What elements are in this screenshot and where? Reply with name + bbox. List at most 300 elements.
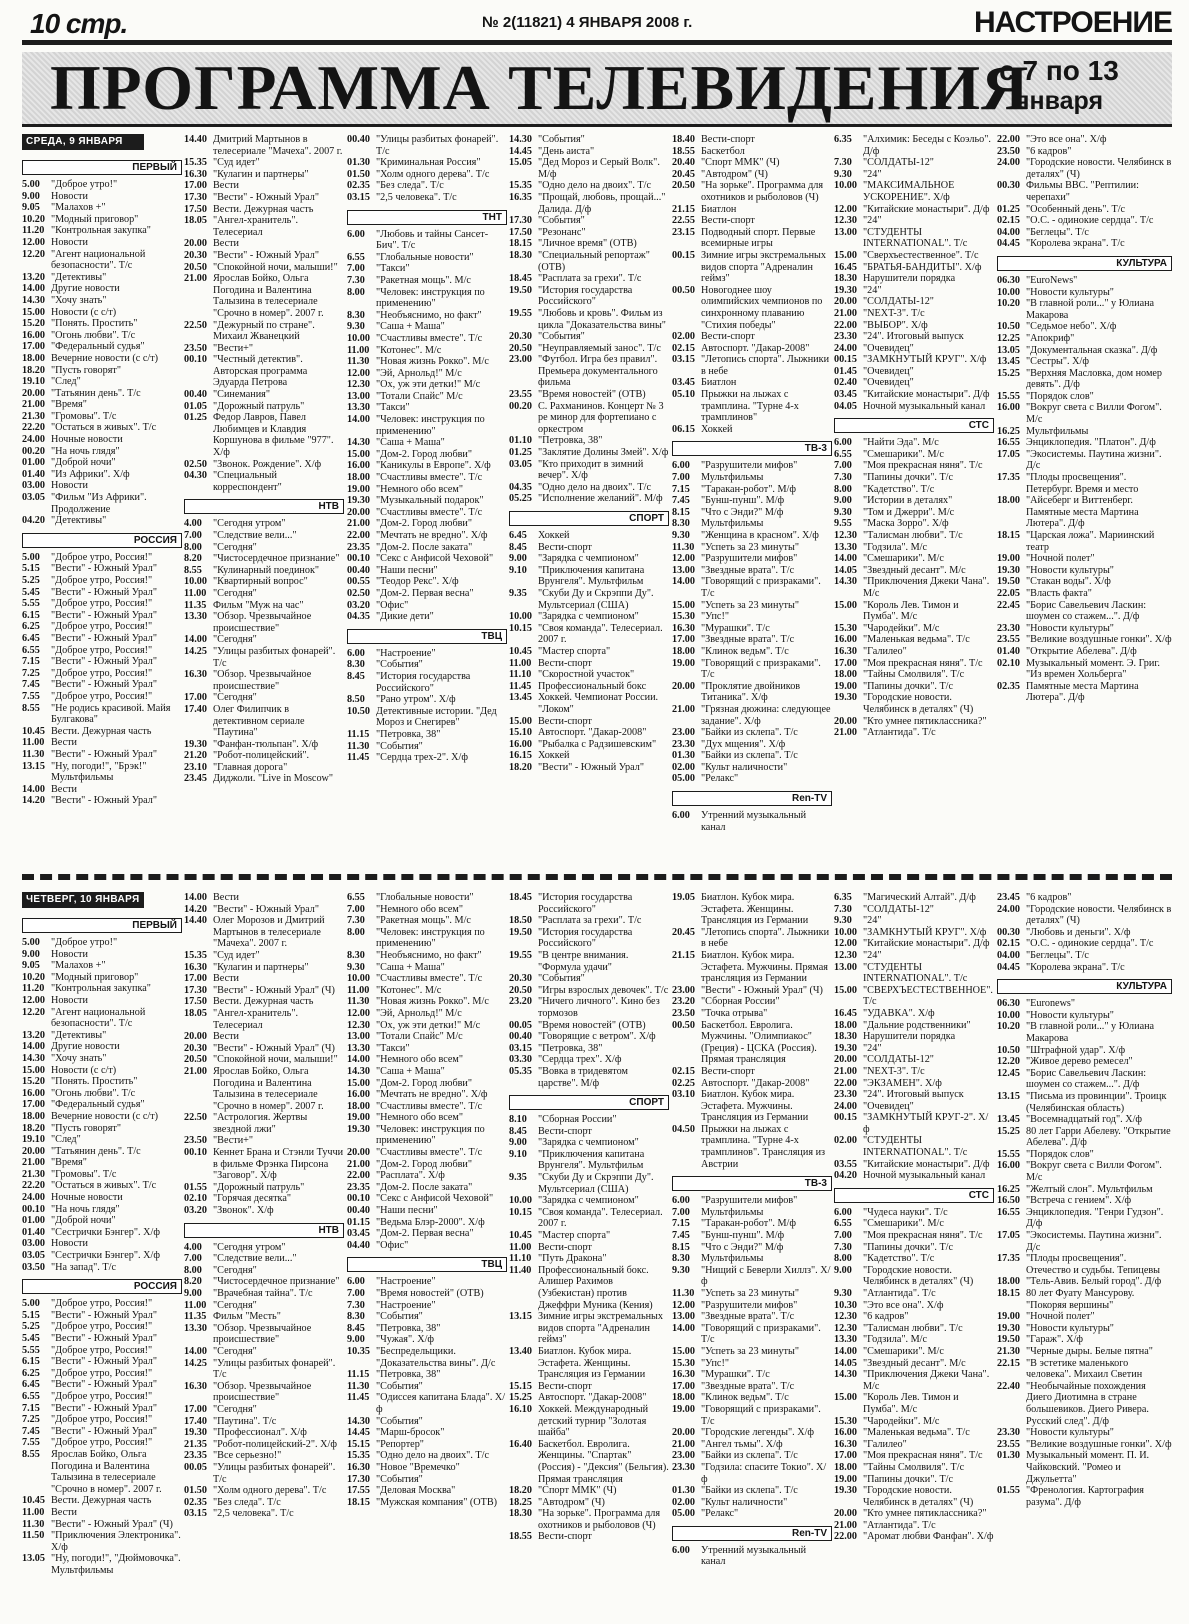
program-row xyxy=(997,998,1172,1010)
program-row xyxy=(672,460,832,472)
program-title: "Звонок". Х/ф xyxy=(213,1205,274,1217)
program-row xyxy=(184,985,344,997)
program-title: "24" xyxy=(863,168,882,180)
program-title: "Вокруг света с Вилли Фогом". М/с xyxy=(1026,1160,1162,1184)
program-time: 13.00 xyxy=(672,1311,695,1323)
program-time: 02.35 xyxy=(347,180,370,192)
program-title: "Такси" xyxy=(376,402,410,414)
section-title: НАСТРОЕНИЕ xyxy=(973,6,1172,39)
program-time: 00.10 xyxy=(347,1193,370,1205)
program-title: Мультфильмы xyxy=(701,1253,764,1265)
program-title: "Пусть говорят" xyxy=(51,364,122,376)
program-row xyxy=(997,495,1172,530)
program-time: 02.00 xyxy=(672,331,695,343)
program-title: Вести xyxy=(51,783,77,795)
program-time: 02.40 xyxy=(834,377,857,389)
program-row xyxy=(997,892,1172,904)
program-row xyxy=(834,1170,994,1182)
program-title: "Скуби Ду и Скрэппи Ду". Мультсериал (США) xyxy=(538,1172,654,1195)
program-time: 13.00 xyxy=(834,961,857,973)
program-row xyxy=(22,1157,182,1169)
program-title: Зимние игры экстремальных видов спорта "Адреналин геймз" xyxy=(538,1311,663,1346)
program-title: "Вести" - Южный Урал" xyxy=(213,191,319,203)
program-title: "Айсеберг и Виттенберг. Памятные места Мартина Лютера". Д/ф xyxy=(1026,495,1139,530)
program-time: 13.30 xyxy=(834,541,857,553)
program-time: 7.45 xyxy=(22,1425,40,1437)
program-time: 10.50 xyxy=(997,321,1020,333)
program-row xyxy=(834,1485,994,1508)
program-time: 16.25 xyxy=(997,425,1020,437)
program-time: 01.40 xyxy=(22,1226,45,1238)
program-row xyxy=(347,460,507,472)
program-time: 03.00 xyxy=(22,480,45,492)
program-time: 16.00 xyxy=(997,1160,1020,1172)
program-row xyxy=(22,1076,182,1088)
program-row xyxy=(184,611,344,634)
program-title: "Что с Энди?" М/ф xyxy=(701,506,784,518)
program-row xyxy=(509,1114,669,1126)
program-time: 04.40 xyxy=(347,1239,370,1251)
program-title: "МАКСИМАЛЬНОЕ УСКОРЕНИЕ". Х/ф xyxy=(863,180,955,203)
program-title: "Галилео" xyxy=(863,1438,907,1450)
program-title: "Личное время" (ОТВ) xyxy=(538,238,637,250)
program-row xyxy=(184,950,344,962)
program-row xyxy=(997,1439,1172,1451)
program-time: 23.50 xyxy=(184,342,207,354)
program-row xyxy=(509,134,669,146)
program-row xyxy=(347,694,507,706)
program-time: 21.00 xyxy=(22,1157,45,1169)
program-time: 7.15 xyxy=(22,1402,40,1414)
program-row xyxy=(509,646,669,658)
program-time: 00.50 xyxy=(672,1019,695,1031)
program-title: "Одно дело на двоих". Т/с xyxy=(538,481,651,493)
program-row xyxy=(672,985,832,997)
program-time: 7.45 xyxy=(672,1230,690,1242)
program-title: "Сердца трех". Х/ф xyxy=(538,1054,622,1066)
program-row xyxy=(347,1300,507,1312)
program-title: "Следствие вели..." xyxy=(213,1253,297,1265)
day-divider xyxy=(22,874,1172,880)
program-time: 21.00 xyxy=(22,399,45,411)
program-row xyxy=(347,437,507,449)
program-title: "Вести+" xyxy=(213,342,254,354)
program-title: "Седьмое небо". Х/ф xyxy=(1026,321,1117,333)
program-time: 18.00 xyxy=(834,1461,857,1473)
program-row xyxy=(22,422,182,434)
program-title: "Детективы" xyxy=(51,1029,107,1041)
program-title: "Новости культуры" xyxy=(1026,1427,1114,1439)
program-time: 22.55 xyxy=(672,215,695,227)
program-title: "24". Итоговый выпуск xyxy=(863,331,964,343)
program-title: "Улицы разбитых фонарей". Т/с xyxy=(213,1461,336,1485)
program-time: 18.05 xyxy=(184,1007,207,1019)
program-row xyxy=(347,553,507,565)
program-time: 23.55 xyxy=(997,634,1020,646)
program-title: "Немного обо всем" xyxy=(376,1112,464,1124)
channel-name: НТВ xyxy=(318,1224,339,1236)
program-row xyxy=(509,1497,669,1509)
program-row xyxy=(509,950,669,973)
program-row xyxy=(184,1358,344,1381)
program-title: "Моя прекрасная няня". Т/с xyxy=(863,460,983,472)
program-title: "Кулинарный поединок" xyxy=(213,564,320,576)
program-time: 9.00 xyxy=(347,1334,365,1346)
program-time: 15.00 xyxy=(672,599,695,611)
program-row xyxy=(997,1045,1172,1057)
program-time: 20.00 xyxy=(184,238,207,250)
channel-header xyxy=(672,791,832,806)
program-time: 18.00 xyxy=(347,472,370,484)
program-time: 5.55 xyxy=(22,598,40,610)
program-time: 17.50 xyxy=(509,226,532,238)
program-title: "Зарядка с чемпионом" xyxy=(538,553,639,565)
program-time: 6.00 xyxy=(834,437,852,449)
program-time: 15.25 xyxy=(997,367,1020,379)
program-time: 14.00 xyxy=(184,1345,207,1357)
program-title: "2,5 человека". Т/с xyxy=(376,191,457,203)
program-time: 12.20 xyxy=(22,1006,45,1018)
program-row xyxy=(672,1404,832,1427)
program-time: 03.05 xyxy=(22,492,45,504)
program-title: "Доброе утро, Россия!" xyxy=(51,644,153,656)
program-title: "Новая жизнь Рокко". М/с xyxy=(376,996,489,1008)
program-row xyxy=(347,962,507,974)
program-row xyxy=(834,134,994,157)
program-time: 15.20 xyxy=(22,1076,45,1088)
program-title: "Спокойной ночи, малыши!" xyxy=(213,1054,338,1066)
program-row xyxy=(347,1427,507,1439)
program-row xyxy=(997,402,1172,425)
program-title: Вести-спорт xyxy=(538,1125,592,1137)
schedule-column xyxy=(834,134,994,872)
program-title: "Федеральный судья" xyxy=(51,1099,145,1111)
program-time: 02.10 xyxy=(997,657,1020,669)
program-time: 11.45 xyxy=(347,1392,370,1404)
program-title: "Хочу знать" xyxy=(51,294,107,306)
program-row xyxy=(184,1193,344,1205)
program-row xyxy=(672,377,832,389)
program-title: Фильм "Муж на час" xyxy=(213,599,304,611)
program-row xyxy=(509,493,669,505)
program-time: 23.30 xyxy=(672,1461,695,1473)
program-row xyxy=(509,146,669,158)
program-row xyxy=(347,333,507,345)
program-time: 03.30 xyxy=(509,1054,532,1066)
program-title: "Агент национальной безопасности". Т/с xyxy=(51,248,146,272)
program-row xyxy=(997,1114,1172,1126)
program-row xyxy=(834,716,994,728)
program-time: 00.50 xyxy=(672,284,695,296)
program-title: "Звездный десант". М/с xyxy=(863,564,966,576)
program-row xyxy=(22,1099,182,1111)
program-time: 18.40 xyxy=(672,134,695,145)
program-time: 19.00 xyxy=(997,553,1020,565)
program-time: 19.05 xyxy=(672,892,695,903)
program-time: 15.00 xyxy=(347,1077,370,1089)
program-title: "Сегодня" xyxy=(213,541,257,553)
program-title: "Дом-2. Город любви" xyxy=(376,448,473,460)
program-row xyxy=(22,795,182,807)
program-row xyxy=(834,227,994,250)
program-row xyxy=(22,1262,182,1274)
channel-header xyxy=(997,256,1172,271)
program-title: "Доброе утро, Россия!" xyxy=(51,575,153,586)
program-time: 16.40 xyxy=(509,1438,532,1450)
program-time: 9.55 xyxy=(834,518,852,530)
program-time: 18.55 xyxy=(509,1531,532,1543)
program-row xyxy=(672,1450,832,1462)
program-title: "Сегодня" xyxy=(213,1403,257,1415)
program-row xyxy=(509,681,669,693)
program-time: 11.30 xyxy=(22,748,45,760)
program-time: 8.20 xyxy=(184,1276,202,1288)
program-row xyxy=(509,1137,669,1149)
program-time: 8.30 xyxy=(347,659,365,671)
program-title: "Говорящие с ветром". Х/ф xyxy=(538,1031,656,1043)
program-time: 14.45 xyxy=(347,1427,370,1439)
program-time: 04.45 xyxy=(997,238,1020,250)
program-title: "Кто приходит в зимний вечер". Х/ф xyxy=(538,458,644,482)
program-time: 19.00 xyxy=(347,483,370,495)
program-time: 15.30 xyxy=(834,1415,857,1427)
program-time: 01.10 xyxy=(509,435,532,447)
program-time: 12.00 xyxy=(347,1007,370,1019)
program-title: "Экосистемы. Паутина жизни". Д/с xyxy=(1026,448,1162,472)
program-time: 24.00 xyxy=(997,903,1020,915)
program-row xyxy=(347,287,507,310)
program-time: 02.35 xyxy=(997,680,1020,692)
program-row xyxy=(22,1134,182,1146)
program-row xyxy=(672,204,832,216)
program-time: 01.25 xyxy=(997,203,1020,215)
program-row xyxy=(22,1507,182,1519)
program-title: "Сегодня" xyxy=(213,1299,257,1311)
program-row xyxy=(834,565,994,577)
program-row xyxy=(184,238,344,250)
program-time: 23.30 xyxy=(997,622,1020,634)
schedule-column xyxy=(22,134,182,872)
program-row xyxy=(672,250,832,285)
channel-header xyxy=(22,1279,182,1294)
program-time: 13.00 xyxy=(834,226,857,238)
program-title: "Чародейки". М/с xyxy=(863,622,940,634)
program-time: 04.35 xyxy=(509,481,532,493)
program-title: "Вести" - Южный Урал" xyxy=(213,249,319,261)
program-time: 14.00 xyxy=(347,414,370,426)
program-title: "Эй, Арнольд!" М/с xyxy=(376,367,462,379)
program-time: 11.20 xyxy=(22,983,45,995)
program-row xyxy=(672,1369,832,1381)
channel-name: КУЛЬТУРА xyxy=(1116,981,1167,993)
program-title: "Городские новости. Челябинск в деталях" (Ч) xyxy=(863,692,974,715)
program-row xyxy=(834,1265,994,1288)
program-time: 14.00 xyxy=(672,576,695,588)
program-row xyxy=(184,1031,344,1043)
program-title: "Офис" xyxy=(376,599,409,611)
program-title: "Разрушители мифов" xyxy=(701,460,798,472)
program-time: 14.30 xyxy=(22,294,45,306)
program-row xyxy=(184,1416,344,1428)
program-time: 17.00 xyxy=(834,1450,857,1462)
program-title: "Городские новости. Челябинск в деталях" (Ч) xyxy=(863,1485,974,1508)
program-title: "Ну, погоди!", "Брэк!" Мультфильмы xyxy=(51,760,147,784)
program-title: "Наши песни" xyxy=(376,1205,438,1217)
program-row xyxy=(184,262,344,274)
program-time: 11.00 xyxy=(509,1241,532,1253)
program-title: "Папины дочки". Т/с xyxy=(863,1473,954,1485)
program-time: 22.20 xyxy=(22,1180,45,1192)
program-row xyxy=(347,600,507,612)
channel-header xyxy=(347,629,507,644)
program-row xyxy=(184,192,344,204)
program-title: "Талисман любви". Т/с xyxy=(863,1322,963,1334)
program-title: "Человек: инструкция по применению" xyxy=(376,926,485,950)
program-row xyxy=(184,1253,344,1265)
program-title: "Модный приговор" xyxy=(51,971,139,983)
program-title: "Порядок слов" xyxy=(1026,390,1094,402)
program-row xyxy=(997,215,1172,227)
program-title: "О.С. - одинокие сердца". Т/с xyxy=(1026,938,1154,950)
program-title: "Прощай, любовь, прощай..." Далида. Д/ф xyxy=(538,191,666,215)
program-title: "Немного обо всем" xyxy=(376,483,464,495)
program-row xyxy=(347,1346,507,1369)
program-row xyxy=(184,518,344,530)
program-title: "Расплата за грехи". Т/с xyxy=(538,915,642,927)
program-title: "События" xyxy=(538,331,585,343)
program-row xyxy=(184,1043,344,1055)
program-time: 01.55 xyxy=(997,1485,1020,1497)
program-time: 16.30 xyxy=(834,645,857,657)
program-row xyxy=(509,1149,669,1172)
program-time: 00.40 xyxy=(184,389,207,401)
program-time: 12.00 xyxy=(672,1299,695,1311)
program-time: 00.15 xyxy=(834,354,857,366)
program-time: 13.40 xyxy=(509,1345,532,1357)
program-time: 14.00 xyxy=(184,892,207,903)
program-row xyxy=(997,1149,1172,1161)
program-row xyxy=(184,892,344,904)
program-time: 14.30 xyxy=(347,437,370,449)
program-row xyxy=(834,495,994,507)
program-time: 19.30 xyxy=(347,495,370,507)
program-title: "Приключения капитана Врунгеля". Мультфильм xyxy=(538,564,645,588)
program-row xyxy=(672,1346,832,1358)
program-row xyxy=(834,262,994,274)
program-time: 02.25 xyxy=(672,1077,695,1089)
program-row xyxy=(184,1135,344,1147)
program-time: 11.35 xyxy=(184,1311,207,1323)
program-time: 15.15 xyxy=(347,1438,370,1450)
program-row xyxy=(347,996,507,1008)
program-row xyxy=(672,658,832,681)
program-title: "УДАВКА". Х/ф xyxy=(863,1007,935,1019)
program-time: 18.00 xyxy=(997,495,1020,507)
program-row xyxy=(834,1531,994,1543)
program-time: 4.00 xyxy=(184,518,202,530)
program-row xyxy=(22,237,182,249)
program-row xyxy=(509,1195,669,1207)
program-title: "СТУДЕНТЫ INTERNATIONAL". Т/с xyxy=(863,961,968,985)
program-title: "Чудеса науки". Т/с xyxy=(863,1206,948,1218)
schedule-column xyxy=(184,134,344,872)
program-row xyxy=(184,1205,344,1217)
program-row xyxy=(347,1182,507,1194)
program-time: 13.20 xyxy=(22,271,45,283)
program-title: Ночные новости xyxy=(51,434,123,446)
channel-name: СТС xyxy=(968,420,989,432)
program-time: 16.35 xyxy=(509,191,532,203)
program-time: 6.45 xyxy=(22,632,40,644)
program-time: 5.15 xyxy=(22,563,40,575)
program-title: "Тайны Смолвиля". Т/с xyxy=(863,1461,965,1473)
program-title: "Что с Энди?" М/ф xyxy=(701,1241,784,1253)
program-title: "Таракан-робот". М/ф xyxy=(701,1218,796,1230)
program-time: 23.50 xyxy=(997,145,1020,157)
program-title: Мультфильмы xyxy=(701,472,764,484)
program-time: 22.05 xyxy=(997,587,1020,599)
program-row xyxy=(347,927,507,950)
program-title: "Городские новости. Челябинск в деталях" (Ч) xyxy=(1026,903,1172,927)
program-title: "История государства Российского" xyxy=(538,892,633,915)
program-title: "Модный приговор" xyxy=(51,213,139,225)
program-time: 06.30 xyxy=(997,998,1020,1010)
program-time: 05.10 xyxy=(672,389,695,401)
program-title: "Паутина". Т/с xyxy=(213,1415,277,1427)
program-title: "Робот-полицейский". xyxy=(213,750,310,762)
program-time: 15.35 xyxy=(184,157,207,169)
program-row xyxy=(22,1088,182,1100)
program-row xyxy=(672,1545,832,1568)
program-title: Кеннет Брана и Стэнли Туччи в фильме Фрэнка Пирсона "Заговор". Х/ф xyxy=(213,1147,344,1182)
program-title: "Доброе утро, Россия!" xyxy=(51,1321,153,1333)
page-header xyxy=(22,6,1172,40)
program-row xyxy=(672,553,832,565)
program-row xyxy=(22,515,182,527)
program-time: 19.30 xyxy=(834,1042,857,1054)
program-row xyxy=(347,518,507,530)
program-title: "Скуби Ду и Скрэппи Ду". Мультсериал (США) xyxy=(538,587,654,611)
program-time: 04.20 xyxy=(834,1170,857,1182)
program-title: "Ночной полет" xyxy=(1026,1311,1095,1323)
program-title: "Это все она". Х/ф xyxy=(863,1299,944,1311)
program-row xyxy=(834,507,994,519)
program-title: "Тотали Спайс" М/с xyxy=(376,390,463,402)
program-title: "Сегодня" xyxy=(213,1345,257,1357)
program-row xyxy=(997,1021,1172,1044)
program-row xyxy=(834,180,994,203)
program-row xyxy=(834,449,994,461)
program-row xyxy=(347,192,507,204)
program-row xyxy=(347,1112,507,1124)
program-title: "Громовы". Т/с xyxy=(51,410,117,422)
program-title: "Немного обо всем" xyxy=(376,903,464,915)
program-time: 10.00 xyxy=(347,332,370,344)
program-title: "Маленькая ведьма". Т/с xyxy=(863,1427,970,1439)
program-row xyxy=(509,727,669,739)
program-row xyxy=(184,1300,344,1312)
program-row xyxy=(22,1437,182,1449)
program-row xyxy=(22,1007,182,1030)
program-title: "Счастливы вместе". Т/с xyxy=(376,506,483,518)
program-time: 01.30 xyxy=(672,750,695,762)
program-title: "Расплата". Х/ф xyxy=(376,1170,445,1182)
program-title: "Следствие вели..." xyxy=(213,530,297,541)
program-title: "Новости культуры" xyxy=(1026,564,1114,576)
program-time: 18.30 xyxy=(509,249,532,261)
program-title: "Королева экрана". Т/с xyxy=(1026,238,1125,250)
program-row xyxy=(509,1172,669,1195)
